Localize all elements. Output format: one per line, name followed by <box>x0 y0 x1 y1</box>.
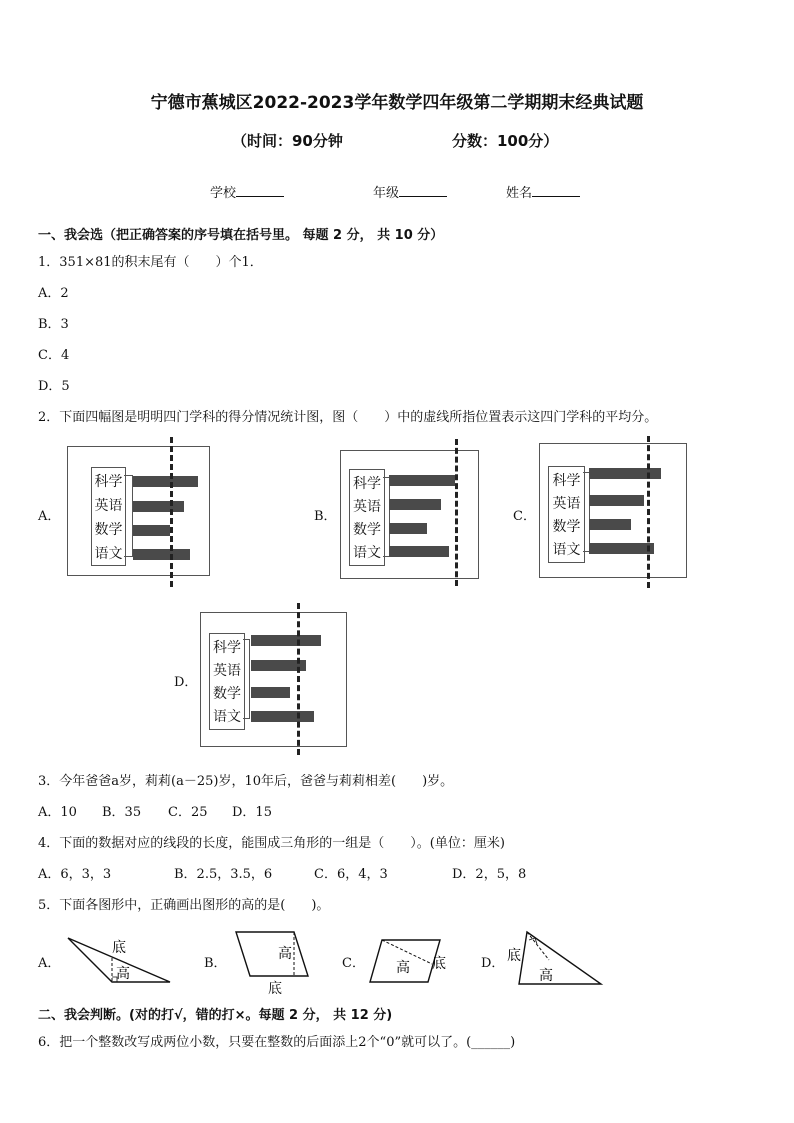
q3-option-d: D．15 <box>232 805 272 820</box>
q5-label-c: C． <box>342 956 365 971</box>
chart-b-subject-3: 数学 <box>353 522 381 538</box>
chart-d-bar-1 <box>251 635 321 646</box>
question-4: 4．下面的数据对应的线段的长度，能围成三角形的一组是（ ）。(单位：厘米) <box>38 836 505 851</box>
chart-b-bar-4 <box>389 546 449 557</box>
chart-a-bar-1 <box>133 476 198 487</box>
q4-option-d: D．2，5，8 <box>452 867 527 882</box>
chart-a-bracket <box>124 475 133 557</box>
question-3: 3．今年爸爸a岁，莉莉(a－25)岁，10年后，爸爸与莉莉相差( )岁。 <box>38 774 454 789</box>
chart-a-legend <box>91 467 126 566</box>
exam-time: （时间：90分钟 <box>232 132 343 150</box>
q5-figure-b <box>232 928 314 982</box>
chart-a-bar-2 <box>133 501 184 512</box>
q5-label-d: D． <box>481 956 505 971</box>
chart-d-average-line <box>297 603 300 755</box>
chart-b-subject-1: 科学 <box>353 476 381 492</box>
chart-d-subject-2: 英语 <box>213 663 241 679</box>
chart-a-bar-3 <box>133 525 170 536</box>
chart-b-average-line <box>455 439 458 586</box>
chart-a-bar-4 <box>133 549 190 560</box>
q5-figure-a <box>66 932 176 986</box>
q5-figure-d <box>505 928 605 988</box>
chart-c-subject-4: 语文 <box>552 542 581 558</box>
grade-field <box>373 182 447 201</box>
chart-c-bar-2 <box>589 495 644 506</box>
q1-option-c: C．4 <box>38 348 70 363</box>
q2-chart-b <box>340 450 479 579</box>
q2-label-d: D． <box>174 675 198 690</box>
q2-chart-d <box>200 612 347 747</box>
chart-a-average-line <box>170 437 173 587</box>
chart-c-bar-4 <box>589 543 654 554</box>
chart-c-bar-1 <box>589 468 661 479</box>
chart-b-bar-2 <box>389 499 441 510</box>
chart-a-subject-1: 科学 <box>94 474 123 490</box>
q2-label-a: A． <box>38 509 61 524</box>
question-1: 1．351×81的积末尾有（ ）个1． <box>38 255 263 270</box>
chart-c-average-line <box>647 436 650 588</box>
chart-c-legend <box>548 466 585 563</box>
q4-option-a: A．6，3，3 <box>38 867 112 882</box>
school-blank[interactable] <box>236 184 284 197</box>
q5-a-height-text: 高 <box>116 966 130 982</box>
q5-c-base-text: 底 <box>432 956 446 972</box>
q1-option-d: D．5 <box>38 379 70 394</box>
q1-option-b: B．3 <box>38 317 69 332</box>
question-6: 6．把一个整数改写成两位小数，只要在整数的后面添上2个“0”就可以了。(______) <box>38 1035 516 1050</box>
chart-b-bar-1 <box>389 475 455 486</box>
chart-d-subject-4: 语文 <box>213 709 241 725</box>
name-field <box>506 182 580 201</box>
q5-b-base-text: 底 <box>268 981 282 997</box>
q5-label-b: B． <box>204 956 227 971</box>
q5-d-height-text: 高 <box>539 968 553 984</box>
chart-a-subject-4: 语文 <box>94 546 123 562</box>
chart-c-bar-3 <box>589 519 631 530</box>
chart-c-subject-2: 英语 <box>552 496 581 512</box>
chart-d-subject-3: 数学 <box>213 686 241 702</box>
q1-option-a: A．2 <box>38 286 69 301</box>
q5-figure-c <box>368 934 454 988</box>
q5-label-a: A． <box>38 956 61 971</box>
q5-a-base-text: 底 <box>112 940 126 956</box>
chart-b-subject-4: 语文 <box>353 545 381 561</box>
chart-d-subject-1: 科学 <box>213 640 241 656</box>
chart-c-bracket <box>583 472 590 552</box>
section-1-heading: 一、我会选（把正确答案的序号填在括号里。 每题 2 分， 共 10 分） <box>38 228 444 243</box>
q5-b-height-text: 高 <box>278 946 292 962</box>
q2-chart-c <box>539 443 687 578</box>
q2-label-b: B． <box>314 509 337 524</box>
school-label: 学校 <box>210 186 237 201</box>
q3-option-a: A．10 <box>38 805 77 820</box>
grade-blank[interactable] <box>399 184 447 197</box>
name-label: 姓名 <box>506 186 533 201</box>
chart-a-subject-3: 数学 <box>94 522 123 538</box>
school-field <box>210 182 284 201</box>
chart-d-bar-3 <box>251 687 290 698</box>
question-5: 5．下面各图形中，正确画出图形的高的是( )。 <box>38 898 330 913</box>
chart-a-subject-2: 英语 <box>94 498 123 514</box>
q2-label-c: C． <box>513 509 536 524</box>
q4-option-c: C．6，4，3 <box>314 867 388 882</box>
page-title: 宁德市蕉城区2022-2023学年数学四年级第二学期期末经典试题 <box>150 93 644 113</box>
grade-label: 年级 <box>373 186 400 201</box>
question-2: 2．下面四幅图是明明四门学科的得分情况统计图，图（ ）中的虚线所指位置表示这四门学科的平均分。 <box>38 410 658 425</box>
chart-b-bar-3 <box>389 523 427 534</box>
chart-c-subject-3: 数学 <box>552 519 581 535</box>
q3-option-b: B．35 <box>102 805 142 820</box>
name-blank[interactable] <box>532 184 580 197</box>
chart-d-bar-4 <box>251 711 314 722</box>
q4-option-b: B．2.5，3.5，6 <box>174 867 273 882</box>
chart-b-legend <box>349 469 385 566</box>
q3-option-c: C．25 <box>168 805 208 820</box>
exam-score: 分数：100分） <box>452 132 559 150</box>
q5-d-base-text: 底 <box>507 948 521 964</box>
chart-c-subject-1: 科学 <box>552 473 581 489</box>
q2-chart-a <box>67 446 210 576</box>
chart-b-bracket <box>383 477 390 557</box>
section-2-heading: 二、我会判断。(对的打√，错的打×。每题 2 分， 共 12 分) <box>38 1008 393 1023</box>
chart-b-subject-2: 英语 <box>353 499 381 515</box>
chart-d-legend <box>209 633 245 730</box>
q5-c-height-text: 高 <box>396 960 410 976</box>
chart-d-bracket <box>243 639 250 719</box>
